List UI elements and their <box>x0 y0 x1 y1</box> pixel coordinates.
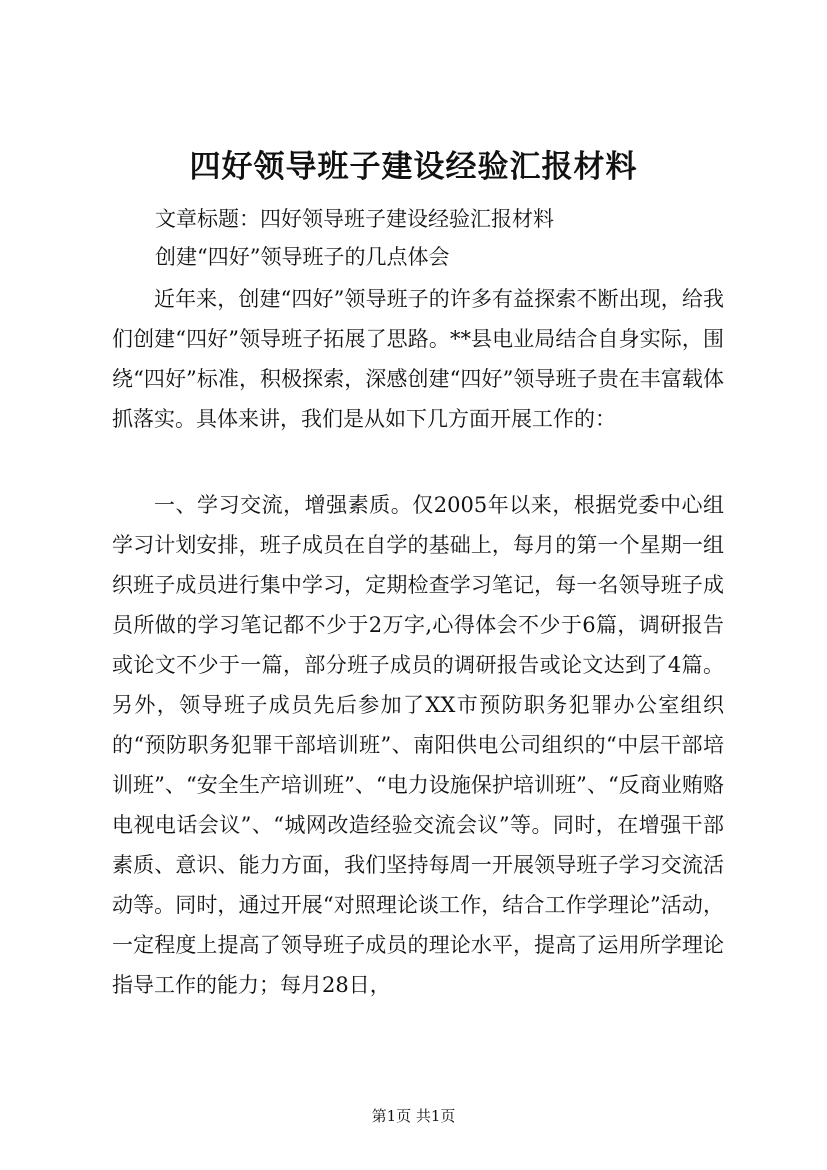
paragraph-study-exchange: 一、学习交流，增强素质。仅2005年以来，根据党委中心组学习计划安排，班子成员在自学的基础上，每月的第一个星期一组织班子成员进行集中学习，定期检查学习笔记，每一名领导班子成员所做的学习笔记都不少于2万字,心得体会不少于6篇，调研报告或论文不少于一篇，部分班子成员的调研报告或论文达到了4篇。另外，领导班子成员先后参加了XX市预防职务犯罪办公室组织的“预防职务犯罪干部培训班”、南阳供电公司组织的“中层干部培训班”、“安全生产培训班”、“电力设施保护培训班”、“反商业贿赂电视电话会议”、“城网改造经验交流会议”等。同时，在增强干部素质、意识、能力方面，我们坚持每周一开展领导班子学习交流活动等。同时，通过开展“对照理论谈工作，结合工作学理论”活动，一定程度上提高了领导班子成员的理论水平，提高了运用所学理论指导工作的能力；每月28日， <box>112 493 724 997</box>
article-title-line: 文章标题：四好领导班子建设经验汇报材料 <box>155 207 554 231</box>
subtitle-line: 创建“四好”领导班子的几点体会 <box>155 245 450 269</box>
page-footer: 第1页 共1页 <box>371 1107 456 1125</box>
document-title: 四好领导班子建设经验汇报材料 <box>189 149 638 185</box>
paragraph-intro: 近年来，创建“四好”领导班子的许多有益探索不断出现，给我们创建“四好”领导班子拓展了思路。**县电业局结合自身实际，围绕“四好”标准，积极探索，深感创建“四好”领导班子贵在丰富载体抓落实。具体来讲，我们是从如下几方面开展工作的： <box>112 287 724 431</box>
